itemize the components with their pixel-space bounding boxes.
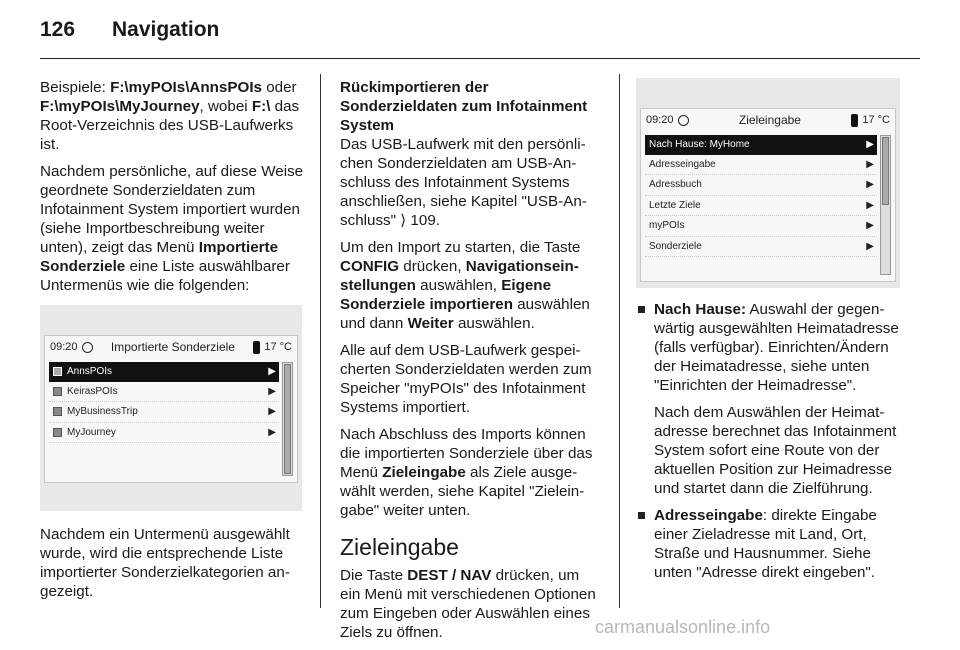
- menu-item[interactable]: Adressbuch ▶: [645, 175, 877, 196]
- folder-icon: [53, 387, 62, 396]
- thermometer-icon: [851, 114, 858, 127]
- screenshot-imported-poi: [40, 305, 302, 511]
- column-divider: [320, 74, 321, 608]
- paragraph-usb: Das USB-Laufwerk mit den persönlichen Sonderzieldaten am USB-Anschluss des Infotainment Systems anschließen, siehe Kapitel "USB-Anschluss" ⟩ 109.: [340, 136, 587, 229]
- chevron-right-icon: ▶: [268, 366, 276, 378]
- infotainment-screen: [640, 108, 896, 282]
- menu-item[interactable]: Sonderziele ▶: [645, 237, 877, 258]
- folder-icon: [53, 407, 62, 416]
- column-2: [340, 78, 602, 650]
- chevron-right-icon: ▶: [268, 406, 276, 418]
- status-bar: 09:20 Zieleingabe 17 °C: [641, 109, 895, 131]
- column-1: [40, 78, 305, 609]
- screen-title: Zieleingabe: [738, 112, 801, 127]
- folder-icon: [53, 367, 62, 376]
- screen-title: Importierte Sonderziele: [110, 339, 235, 354]
- chevron-right-icon: ▶: [268, 426, 276, 438]
- subheading-reimport: Rückimportieren der Sonderzieldaten zum Infotainment System: [340, 79, 588, 134]
- menu-list: [645, 135, 877, 257]
- option-list: [636, 300, 904, 582]
- menu-item[interactable]: MyBusinessTrip ▶: [49, 402, 279, 423]
- menu-item[interactable]: AnnsPOIs ▶: [49, 362, 279, 382]
- menu-item[interactable]: Letzte Ziele ▶: [645, 196, 877, 217]
- screenshot-zieleingabe: [636, 78, 900, 288]
- paragraph-start-import: Um den Import zu starten, die Taste CONFIG drücken, Navigationseinstellungen auswählen, Eigene Sonderziele importieren auswählen und dann Weiter auswählen.: [340, 239, 590, 332]
- chevron-right-icon: ▶: [866, 199, 874, 211]
- thermometer-icon: [253, 341, 260, 354]
- page-header: [40, 18, 219, 42]
- menu-item[interactable]: MyJourney ▶: [49, 423, 279, 444]
- menu-item[interactable]: Adresseingabe ▶: [645, 155, 877, 176]
- scrollbar-thumb[interactable]: [882, 137, 889, 205]
- folder-icon: [53, 428, 62, 437]
- scrollbar[interactable]: [880, 135, 891, 275]
- back-icon[interactable]: [82, 342, 93, 353]
- header-rule: [40, 58, 920, 59]
- menu-item[interactable]: Nach Hause: MyHome ▶: [645, 135, 877, 155]
- section-heading: Zieleingabe: [340, 534, 459, 560]
- chevron-right-icon: ▶: [866, 158, 874, 170]
- chevron-right-icon: ▶: [866, 240, 874, 252]
- watermark: carmanualsonline.info: [595, 617, 771, 637]
- paragraph-submenu: Nachdem ein Untermenü ausgewählt wurde, wird die entsprechende Liste importierter Sonderzielkategorien angezeigt.: [40, 526, 290, 600]
- page-ref-icon: ⟩: [400, 212, 411, 229]
- paragraph-imported-menu: Nachdem persönliche, auf diese Weise geordnete Sonderzieldaten zum Infotainment System importiert wurden (siehe Importbeschreibung weiter unten), zeigt das Menü Importierte Sonderziele eine Liste auswählbarer Untermenüs wie die folgenden:: [40, 163, 304, 294]
- chevron-right-icon: ▶: [268, 385, 276, 397]
- list-item: Nach Hause: Auswahl der gegenwärtig ausgewählten Heimatadresse (falls verfügbar). Einrichten/Ändern der Heimatadresse, siehe unten "Einrichten der Heimadresse". Nach dem Auswählen der Heimatadresse berechnet das Infotainment System sofort eine Route von der aktuellen Position zur Heimadresse und startet dann die Zielführung.: [636, 300, 904, 498]
- column-divider: [619, 74, 620, 608]
- chevron-right-icon: ▶: [866, 220, 874, 232]
- scrollbar-thumb[interactable]: [284, 364, 291, 474]
- section-title: Navigation: [112, 18, 220, 41]
- paragraph-after-import: Nach Abschluss des Imports können die importierten Sonderziele über das Menü Zieleingabe als Ziele ausgewählt werden, siehe Kapitel "Zieleingabe" weiter unten.: [340, 426, 593, 519]
- chevron-right-icon: ▶: [866, 179, 874, 191]
- infotainment-screen: [44, 335, 298, 483]
- paragraph-examples: Beispiele: F:\myPOIs\AnnsPOIs oder F:\myPOIs\MyJourney, wobei F:\ das Root-Verzeichnis des USB-Laufwerks ist.: [40, 79, 300, 153]
- column-3: [636, 78, 904, 590]
- menu-list: [49, 362, 279, 443]
- status-bar: 09:20 Importierte Sonderziele 17 °C: [45, 336, 297, 358]
- page-number: 126: [40, 18, 76, 41]
- paragraph-dest-nav: Die Taste DEST / NAV drücken, um ein Menü mit verschiedenen Optionen zum Eingeben oder Auswählen eines Ziels zu öffnen.: [340, 567, 596, 641]
- list-item: Adresseingabe: direkte Eingabe einer Zieladresse mit Land, Ort, Straße und Hausnummer. Siehe unten "Adresse direkt eingeben".: [636, 506, 904, 582]
- chevron-right-icon: ▶: [866, 139, 874, 151]
- menu-item[interactable]: myPOIs ▶: [645, 216, 877, 237]
- paragraph-import-all: Alle auf dem USB-Laufwerk gespeicherten Sonderzieldaten werden zum Speicher "myPOIs" des Infotainment Systems importiert.: [340, 342, 592, 416]
- back-icon[interactable]: [678, 115, 689, 126]
- scrollbar[interactable]: [282, 362, 293, 476]
- menu-item[interactable]: KeirasPOIs ▶: [49, 382, 279, 403]
